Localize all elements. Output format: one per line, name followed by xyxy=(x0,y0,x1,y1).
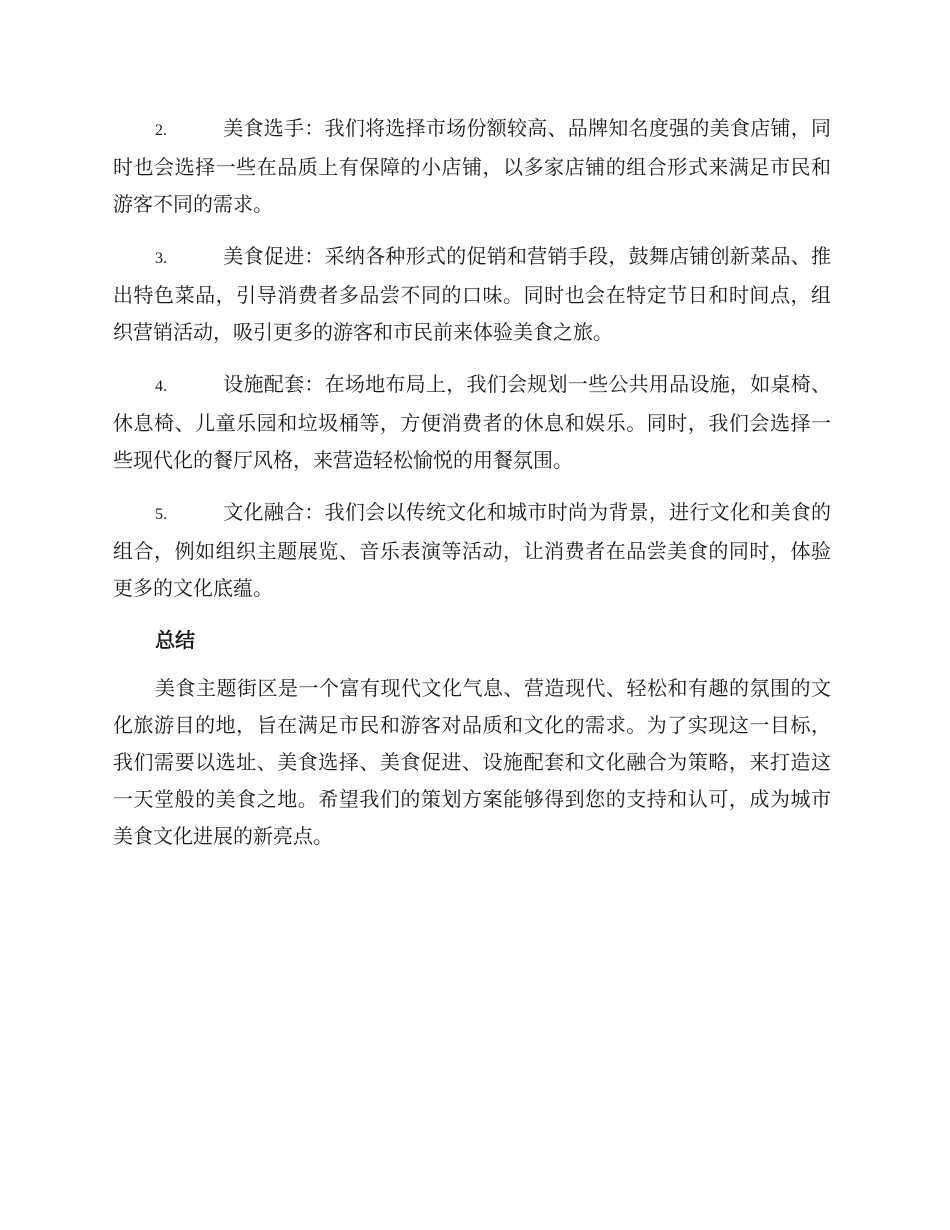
list-item-text: 美食促进：采纳各种形式的促销和营销手段，鼓舞店铺创新菜品、推出特色菜品，引导消费者多品尝不同的口味。同时也会在特定节日和时间点，组织营销活动，吸引更多的游客和市民前来体验美食之旅。 xyxy=(113,244,831,344)
list-item-text: 文化融合：我们会以传统文化和城市时尚为背景，进行文化和美食的组合，例如组织主题展览、音乐表演等活动，让消费者在品尝美食的同时，体验更多的文化底蕴。 xyxy=(113,500,831,600)
list-item-text: 美食选手：我们将选择市场份额较高、品牌知名度强的美食店铺，同时也会选择一些在品质上有保障的小店铺，以多家店铺的组合形式来满足市民和游客不同的需求。 xyxy=(113,116,831,216)
summary-heading: 总结 xyxy=(155,628,195,652)
list-item-number: 2. xyxy=(155,122,167,139)
list-item-4 xyxy=(113,366,831,479)
list-item-3 xyxy=(113,238,831,351)
list-item-number: 5. xyxy=(155,506,167,523)
list-item-number: 3. xyxy=(155,250,167,267)
list-item-number: 4. xyxy=(155,378,167,395)
document-body xyxy=(113,110,831,855)
list-item-text: 设施配套：在场地布局上，我们会规划一些公共用品设施，如桌椅、休息椅、儿童乐园和垃圾桶等，方便消费者的休息和娱乐。同时，我们会选择一些现代化的餐厅风格，来营造轻松愉悦的用餐氛围。 xyxy=(113,372,831,472)
list-item-2 xyxy=(113,110,831,223)
summary-paragraph: 美食主题街区是一个富有现代文化气息、营造现代、轻松和有趣的氛围的文化旅游目的地，旨在满足市民和游客对品质和文化的需求。为了实现这一目标，我们需要以选址、美食选择、美食促进、设施配套和文化融合为策略，来打造这一天堂般的美食之地。希望我们的策划方案能够得到您的支持和认可，成为城市美食文化进展的新亮点。 xyxy=(113,676,831,848)
list-item-5 xyxy=(113,494,831,607)
